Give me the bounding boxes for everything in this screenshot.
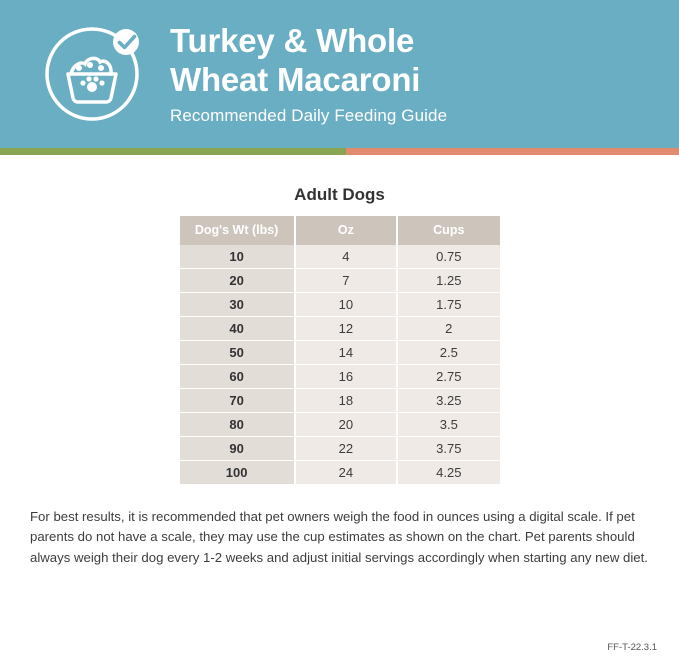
table-row [180,269,500,293]
cell-cups: 2.5 [397,341,499,365]
accent-divider [0,148,679,155]
cell-weight: 50 [180,341,295,365]
cell-cups: 3.25 [397,389,499,413]
cell-weight: 100 [180,461,295,485]
cell-weight: 80 [180,413,295,437]
column-header-cups: Cups [397,216,499,245]
cell-oz: 7 [295,269,397,293]
document-code: FF-T-22.3.1 [607,642,657,653]
table-row [180,461,500,485]
column-header-oz: Oz [295,216,397,245]
column-header-weight: Dog's Wt (lbs) [180,216,295,245]
cell-oz: 18 [295,389,397,413]
table-title: Adult Dogs [294,185,385,204]
cell-oz: 4 [295,245,397,269]
cell-cups: 2 [397,317,499,341]
table-header-row [180,216,500,245]
accent-divider-left [0,148,346,155]
cell-weight: 20 [180,269,295,293]
cell-weight: 10 [180,245,295,269]
product-title-line-2: Wheat Macaroni [170,60,421,98]
header-text-block [170,22,447,126]
accent-divider-right [346,148,679,155]
feeding-table-section [0,185,679,485]
cell-oz: 20 [295,413,397,437]
feeding-table [180,216,500,485]
cell-weight: 90 [180,437,295,461]
cell-cups: 0.75 [397,245,499,269]
header-banner [0,0,679,148]
header-subtitle: Recommended Daily Feeding Guide [170,106,448,126]
cell-cups: 4.25 [397,461,499,485]
cell-cups: 1.25 [397,269,499,293]
cell-cups: 3.5 [397,413,499,437]
cell-weight: 70 [180,389,295,413]
feeding-table-head [180,216,500,245]
cell-oz: 24 [295,461,397,485]
cell-weight: 30 [180,293,295,317]
table-row [180,245,500,269]
cell-oz: 10 [295,293,397,317]
cell-oz: 16 [295,365,397,389]
feeding-note-text: For best results, it is recommended that pet owners weigh the food in ounces using a digital scale. If pet parents do not have a scale, they may use the cup estimates as shown on the chart. Pet parents should always weigh their dog every 1-2 weeks and adjust initial servings accordingly when starting any new diet. [30,509,648,565]
table-row [180,293,500,317]
cell-weight: 60 [180,365,295,389]
cell-weight: 40 [180,317,295,341]
table-row [180,317,500,341]
cell-cups: 1.75 [397,293,499,317]
cell-cups: 2.75 [397,365,499,389]
table-row [180,389,500,413]
table-row [180,437,500,461]
table-row [180,341,500,365]
dog-bowl-check-icon [38,20,146,128]
product-title-line-1: Turkey & Whole [170,21,415,59]
cell-cups: 3.75 [397,437,499,461]
cell-oz: 12 [295,317,397,341]
cell-oz: 22 [295,437,397,461]
feeding-table-body [180,245,500,485]
table-row [180,365,500,389]
table-row [180,413,500,437]
cell-oz: 14 [295,341,397,365]
